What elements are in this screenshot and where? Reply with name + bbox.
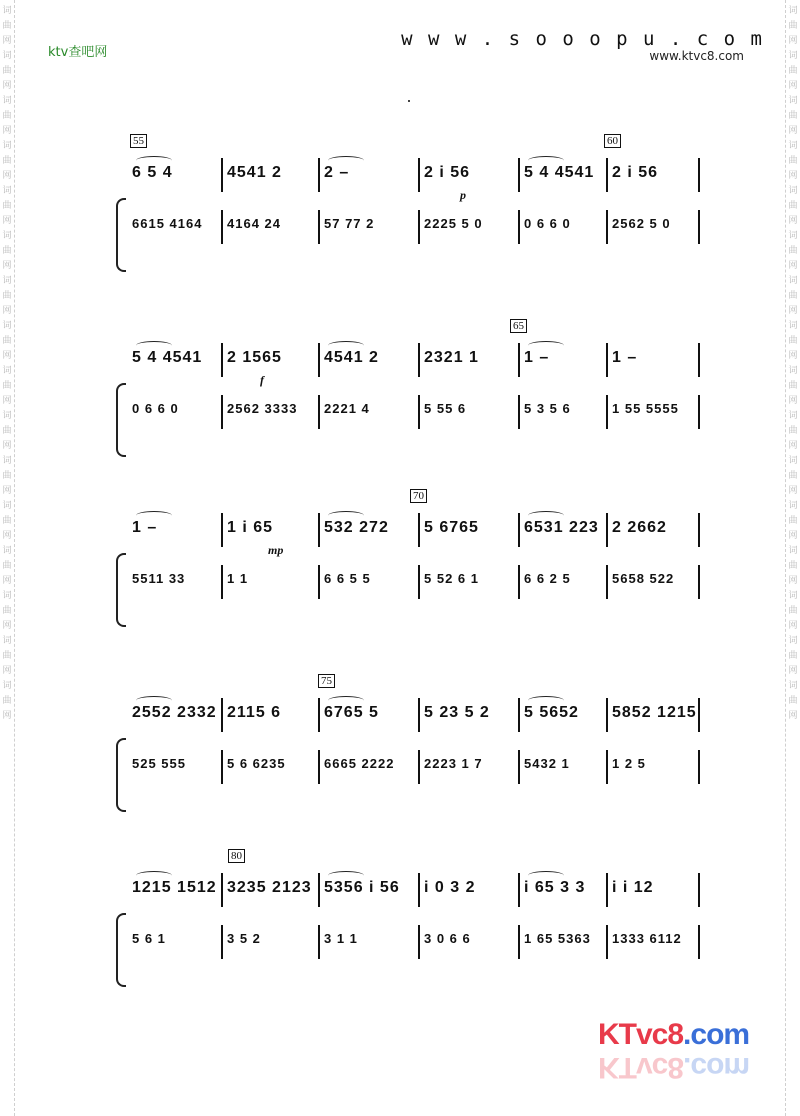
watermark-char: 网 xyxy=(788,396,798,406)
system-brace xyxy=(116,553,126,627)
barline xyxy=(698,750,700,784)
watermark-char: 曲 xyxy=(788,156,798,166)
barline xyxy=(518,698,520,732)
watermark-char: 网 xyxy=(788,666,798,676)
measure-notes: 5658 522 xyxy=(612,571,675,586)
measure-notes: 0 6 6 0 xyxy=(524,216,571,231)
lower-staff xyxy=(126,565,700,599)
barline xyxy=(698,210,700,244)
measure-notes: 2 2662 xyxy=(612,519,667,536)
barline xyxy=(221,698,223,732)
score-system xyxy=(110,320,700,455)
measure-number: 65 xyxy=(510,319,527,333)
watermark-char: 网 xyxy=(788,261,798,271)
watermark-char: 词 xyxy=(788,591,798,601)
measure-notes: 3 1 1 xyxy=(324,931,358,946)
watermark-char: 网 xyxy=(2,171,12,181)
watermark-char: 曲 xyxy=(788,111,798,121)
measure-notes: 2 1565 xyxy=(227,349,282,366)
watermark-char: 网 xyxy=(788,621,798,631)
measure-notes: 2562 3333 xyxy=(227,401,298,416)
watermark-char: 曲 xyxy=(2,246,12,256)
watermark-char: 词 xyxy=(2,141,12,151)
lower-staff xyxy=(126,750,700,784)
slur-mark xyxy=(528,156,564,165)
watermark-char: 词 xyxy=(788,231,798,241)
barline xyxy=(606,698,608,732)
watermark-char: 网 xyxy=(2,261,12,271)
watermark-char: 网 xyxy=(2,396,12,406)
watermark-char: 曲 xyxy=(2,156,12,166)
measure-notes: 5 4 4541 xyxy=(524,164,595,181)
barline xyxy=(518,925,520,959)
watermark-char: 网 xyxy=(2,81,12,91)
logo-reflection-a: KTvc8 xyxy=(598,1051,684,1084)
barline xyxy=(318,158,320,192)
watermark-char: 曲 xyxy=(788,66,798,76)
watermark-char: 曲 xyxy=(788,246,798,256)
watermark-char: 词 xyxy=(788,636,798,646)
score-system xyxy=(110,675,700,810)
barline xyxy=(606,565,608,599)
watermark-char: 词 xyxy=(2,456,12,466)
slur-mark xyxy=(136,696,172,705)
watermark-char: 曲 xyxy=(788,381,798,391)
barline xyxy=(606,750,608,784)
measure-notes: 2221 4 xyxy=(324,401,370,416)
watermark-char: 词 xyxy=(2,681,12,691)
watermark-char: 曲 xyxy=(2,606,12,616)
watermark-char: 曲 xyxy=(2,111,12,121)
measure-notes: 5 55 6 xyxy=(424,401,467,416)
watermark-char: 曲 xyxy=(2,696,12,706)
watermark-char: 网 xyxy=(788,576,798,586)
upper-staff xyxy=(126,873,700,907)
barline xyxy=(606,210,608,244)
barline xyxy=(606,343,608,377)
measure-number: 55 xyxy=(130,134,147,148)
barline xyxy=(698,698,700,732)
score-system xyxy=(110,490,700,625)
watermark-char: 曲 xyxy=(788,651,798,661)
watermark-char: 网 xyxy=(788,126,798,136)
watermark-char: 网 xyxy=(2,351,12,361)
measure-notes: 5852 1215 xyxy=(612,704,697,721)
measure-notes: 1 – xyxy=(612,349,638,366)
watermark-char: 网 xyxy=(788,36,798,46)
watermark-char: 网 xyxy=(2,216,12,226)
barline xyxy=(221,210,223,244)
measure-notes: i 65 3 3 xyxy=(524,879,586,896)
barline xyxy=(698,925,700,959)
barline xyxy=(318,698,320,732)
watermark-char: 词 xyxy=(2,276,12,286)
lower-staff xyxy=(126,210,700,244)
watermark-char: 网 xyxy=(788,81,798,91)
watermark-char: 词 xyxy=(2,411,12,421)
measure-number: 70 xyxy=(410,489,427,503)
barline xyxy=(698,343,700,377)
watermark-char: 词 xyxy=(2,96,12,106)
watermark-char: 词 xyxy=(788,366,798,376)
barline xyxy=(318,395,320,429)
logo-text-a: KTvc8 xyxy=(598,1018,684,1051)
barline xyxy=(698,395,700,429)
watermark-char: 曲 xyxy=(788,336,798,346)
watermark-char: 网 xyxy=(2,126,12,136)
measure-notes: 6531 223 xyxy=(524,519,599,536)
score-system xyxy=(110,135,700,270)
site-url-main: w w w . s o o o p u . c o m xyxy=(401,28,764,50)
measure-notes: 3 5 2 xyxy=(227,931,261,946)
watermark-char: 词 xyxy=(788,456,798,466)
measure-notes: 0 6 6 0 xyxy=(132,401,179,416)
watermark-char: 网 xyxy=(788,531,798,541)
slur-mark xyxy=(328,341,364,350)
watermark-char: 词 xyxy=(2,321,12,331)
barline xyxy=(518,513,520,547)
barline xyxy=(418,565,420,599)
barline xyxy=(318,873,320,907)
slur-mark xyxy=(528,341,564,350)
measure-notes: 4164 24 xyxy=(227,216,281,231)
barline xyxy=(518,565,520,599)
measure-notes: 6665 2222 xyxy=(324,756,395,771)
slur-mark xyxy=(136,871,172,880)
watermark-char: 曲 xyxy=(2,21,12,31)
watermark-char: 曲 xyxy=(2,651,12,661)
right-watermark-strip xyxy=(785,0,800,1116)
measure-notes: 5 6 6235 xyxy=(227,756,286,771)
upper-staff xyxy=(126,158,700,192)
watermark-char: 网 xyxy=(788,216,798,226)
measure-notes: 1215 1512 xyxy=(132,879,217,896)
watermark-char: 词 xyxy=(788,186,798,196)
dynamic-marking: p xyxy=(460,188,466,202)
measure-notes: 1 – xyxy=(524,349,550,366)
measure-notes: 2 i 56 xyxy=(424,164,471,181)
measure-notes: 532 272 xyxy=(324,519,389,536)
measure-notes: 5 6765 xyxy=(424,519,479,536)
barline xyxy=(318,565,320,599)
measure-notes: 1 – xyxy=(132,519,158,536)
barline xyxy=(606,925,608,959)
barline xyxy=(518,210,520,244)
watermark-char: 词 xyxy=(2,591,12,601)
watermark-char: 网 xyxy=(2,711,12,721)
barline xyxy=(418,210,420,244)
watermark-char: 词 xyxy=(2,636,12,646)
site-name-left: ktv查吧网 xyxy=(48,45,108,60)
watermark-char: 网 xyxy=(788,351,798,361)
barline xyxy=(418,513,420,547)
watermark-char: 网 xyxy=(2,666,12,676)
barline xyxy=(698,158,700,192)
watermark-char: 词 xyxy=(788,6,798,16)
score-system xyxy=(110,850,700,985)
barline xyxy=(698,565,700,599)
watermark-char: 网 xyxy=(2,531,12,541)
watermark-char: 词 xyxy=(2,546,12,556)
measure-notes: 5 23 5 2 xyxy=(424,704,490,721)
watermark-char: 曲 xyxy=(2,201,12,211)
left-watermark-strip xyxy=(0,0,15,1116)
watermark-char: 曲 xyxy=(788,21,798,31)
ktvc8-logo xyxy=(598,1018,748,1088)
system-brace xyxy=(116,198,126,272)
measure-notes: 5 52 6 1 xyxy=(424,571,479,586)
measure-notes: 2552 2332 xyxy=(132,704,217,721)
watermark-char: 网 xyxy=(2,306,12,316)
watermark-char: 曲 xyxy=(2,381,12,391)
measure-notes: 6 6 2 5 xyxy=(524,571,571,586)
barline xyxy=(221,343,223,377)
system-brace xyxy=(116,913,126,987)
barline xyxy=(698,873,700,907)
barline xyxy=(418,395,420,429)
barline xyxy=(606,873,608,907)
measure-notes: 1 1 xyxy=(227,571,249,586)
measure-notes: 57 77 2 xyxy=(324,216,375,231)
watermark-char: 词 xyxy=(788,96,798,106)
slur-mark xyxy=(328,511,364,520)
measure-notes: 2562 5 0 xyxy=(612,216,671,231)
watermark-char: 网 xyxy=(2,621,12,631)
barline xyxy=(221,395,223,429)
slur-mark xyxy=(328,156,364,165)
logo-text-b: .com xyxy=(683,1018,750,1051)
watermark-char: 曲 xyxy=(2,426,12,436)
watermark-char: 词 xyxy=(2,6,12,16)
watermark-char: 词 xyxy=(788,141,798,151)
watermark-char: 词 xyxy=(788,501,798,511)
measure-notes: 4541 2 xyxy=(324,349,379,366)
watermark-char: 网 xyxy=(2,441,12,451)
watermark-char: 词 xyxy=(788,546,798,556)
measure-notes: 2223 1 7 xyxy=(424,756,483,771)
measure-notes: 6 5 4 xyxy=(132,164,173,181)
measure-notes: 3 0 6 6 xyxy=(424,931,471,946)
slur-mark xyxy=(136,341,172,350)
barline xyxy=(221,513,223,547)
measure-number: 60 xyxy=(604,134,621,148)
measure-notes: 2 i 56 xyxy=(612,164,659,181)
watermark-char: 曲 xyxy=(788,471,798,481)
barline xyxy=(418,343,420,377)
watermark-char: 曲 xyxy=(788,516,798,526)
slur-mark xyxy=(328,871,364,880)
site-url-secondary: www.ktvc8.com xyxy=(649,49,744,63)
barline xyxy=(318,513,320,547)
measure-notes: 6 6 5 5 xyxy=(324,571,371,586)
measure-notes: 2225 5 0 xyxy=(424,216,483,231)
slur-mark xyxy=(136,156,172,165)
upper-staff xyxy=(126,698,700,732)
barline xyxy=(606,395,608,429)
logo-reflection-b: .com xyxy=(683,1051,750,1084)
measure-notes: 2321 1 xyxy=(424,349,479,366)
measure-notes: 3235 2123 xyxy=(227,879,312,896)
watermark-char: 曲 xyxy=(2,336,12,346)
measure-notes: 525 555 xyxy=(132,756,186,771)
measure-number: 80 xyxy=(228,849,245,863)
measure-notes: 1 55 5555 xyxy=(612,401,679,416)
slur-mark xyxy=(528,871,564,880)
stray-dot xyxy=(408,100,410,102)
measure-number: 75 xyxy=(318,674,335,688)
lower-staff xyxy=(126,395,700,429)
watermark-char: 曲 xyxy=(788,606,798,616)
measure-notes: 5 3 5 6 xyxy=(524,401,571,416)
barline xyxy=(221,750,223,784)
measure-notes: 5511 33 xyxy=(132,571,186,586)
barline xyxy=(318,210,320,244)
measure-notes: 1 2 5 xyxy=(612,756,646,771)
watermark-char: 网 xyxy=(788,306,798,316)
measure-notes: 5 5652 xyxy=(524,704,579,721)
barline xyxy=(518,750,520,784)
measure-notes: 4541 2 xyxy=(227,164,282,181)
barline xyxy=(221,925,223,959)
watermark-char: 词 xyxy=(2,501,12,511)
barline xyxy=(418,750,420,784)
barline xyxy=(518,158,520,192)
watermark-char: 词 xyxy=(788,276,798,286)
slur-mark xyxy=(528,696,564,705)
barline xyxy=(418,698,420,732)
watermark-char: 网 xyxy=(788,171,798,181)
measure-notes: 5432 1 xyxy=(524,756,570,771)
measure-notes: 5 6 1 xyxy=(132,931,166,946)
watermark-char: 曲 xyxy=(2,66,12,76)
barline xyxy=(221,158,223,192)
barline xyxy=(418,925,420,959)
lower-staff xyxy=(126,925,700,959)
measure-notes: 5 4 4541 xyxy=(132,349,203,366)
watermark-char: 曲 xyxy=(788,291,798,301)
upper-staff xyxy=(126,343,700,377)
barline xyxy=(418,873,420,907)
watermark-char: 曲 xyxy=(2,561,12,571)
dynamic-marking: mp xyxy=(268,543,284,557)
watermark-char: 词 xyxy=(2,51,12,61)
measure-notes: 1333 6112 xyxy=(612,931,682,946)
system-brace xyxy=(116,738,126,812)
watermark-char: 词 xyxy=(788,51,798,61)
slur-mark xyxy=(528,511,564,520)
upper-staff xyxy=(126,513,700,547)
watermark-char: 网 xyxy=(788,441,798,451)
watermark-char: 曲 xyxy=(788,561,798,571)
watermark-char: 网 xyxy=(2,486,12,496)
watermark-char: 网 xyxy=(2,576,12,586)
barline xyxy=(518,395,520,429)
watermark-char: 曲 xyxy=(2,471,12,481)
watermark-char: 词 xyxy=(2,231,12,241)
watermark-char: 词 xyxy=(2,186,12,196)
measure-notes: 2115 6 xyxy=(227,704,282,721)
measure-notes: i i 12 xyxy=(612,879,654,896)
measure-notes: 6765 5 xyxy=(324,704,379,721)
system-brace xyxy=(116,383,126,457)
measure-notes: 5356 i 56 xyxy=(324,879,400,896)
watermark-char: 网 xyxy=(2,36,12,46)
barline xyxy=(221,873,223,907)
barline xyxy=(518,343,520,377)
barline xyxy=(318,925,320,959)
barline xyxy=(606,513,608,547)
watermark-char: 曲 xyxy=(788,426,798,436)
watermark-char: 曲 xyxy=(2,291,12,301)
watermark-char: 词 xyxy=(788,321,798,331)
barline xyxy=(418,158,420,192)
barline xyxy=(606,158,608,192)
watermark-char: 网 xyxy=(788,486,798,496)
slur-mark xyxy=(136,511,172,520)
watermark-char: 曲 xyxy=(788,696,798,706)
barline xyxy=(221,565,223,599)
watermark-char: 曲 xyxy=(788,201,798,211)
watermark-char: 曲 xyxy=(2,516,12,526)
measure-notes: i 0 3 2 xyxy=(424,879,476,896)
measure-notes: 1 i 65 xyxy=(227,519,274,536)
measure-notes: 2 – xyxy=(324,164,350,181)
measure-notes: 6615 4164 xyxy=(132,216,203,231)
slur-mark xyxy=(328,696,364,705)
watermark-char: 词 xyxy=(2,366,12,376)
barline xyxy=(318,343,320,377)
measure-notes: 1 65 5363 xyxy=(524,931,591,946)
barline xyxy=(318,750,320,784)
watermark-char: 词 xyxy=(788,411,798,421)
watermark-char: 词 xyxy=(788,681,798,691)
barline xyxy=(518,873,520,907)
watermark-char: 网 xyxy=(788,711,798,721)
barline xyxy=(698,513,700,547)
dynamic-marking: f xyxy=(260,373,264,387)
